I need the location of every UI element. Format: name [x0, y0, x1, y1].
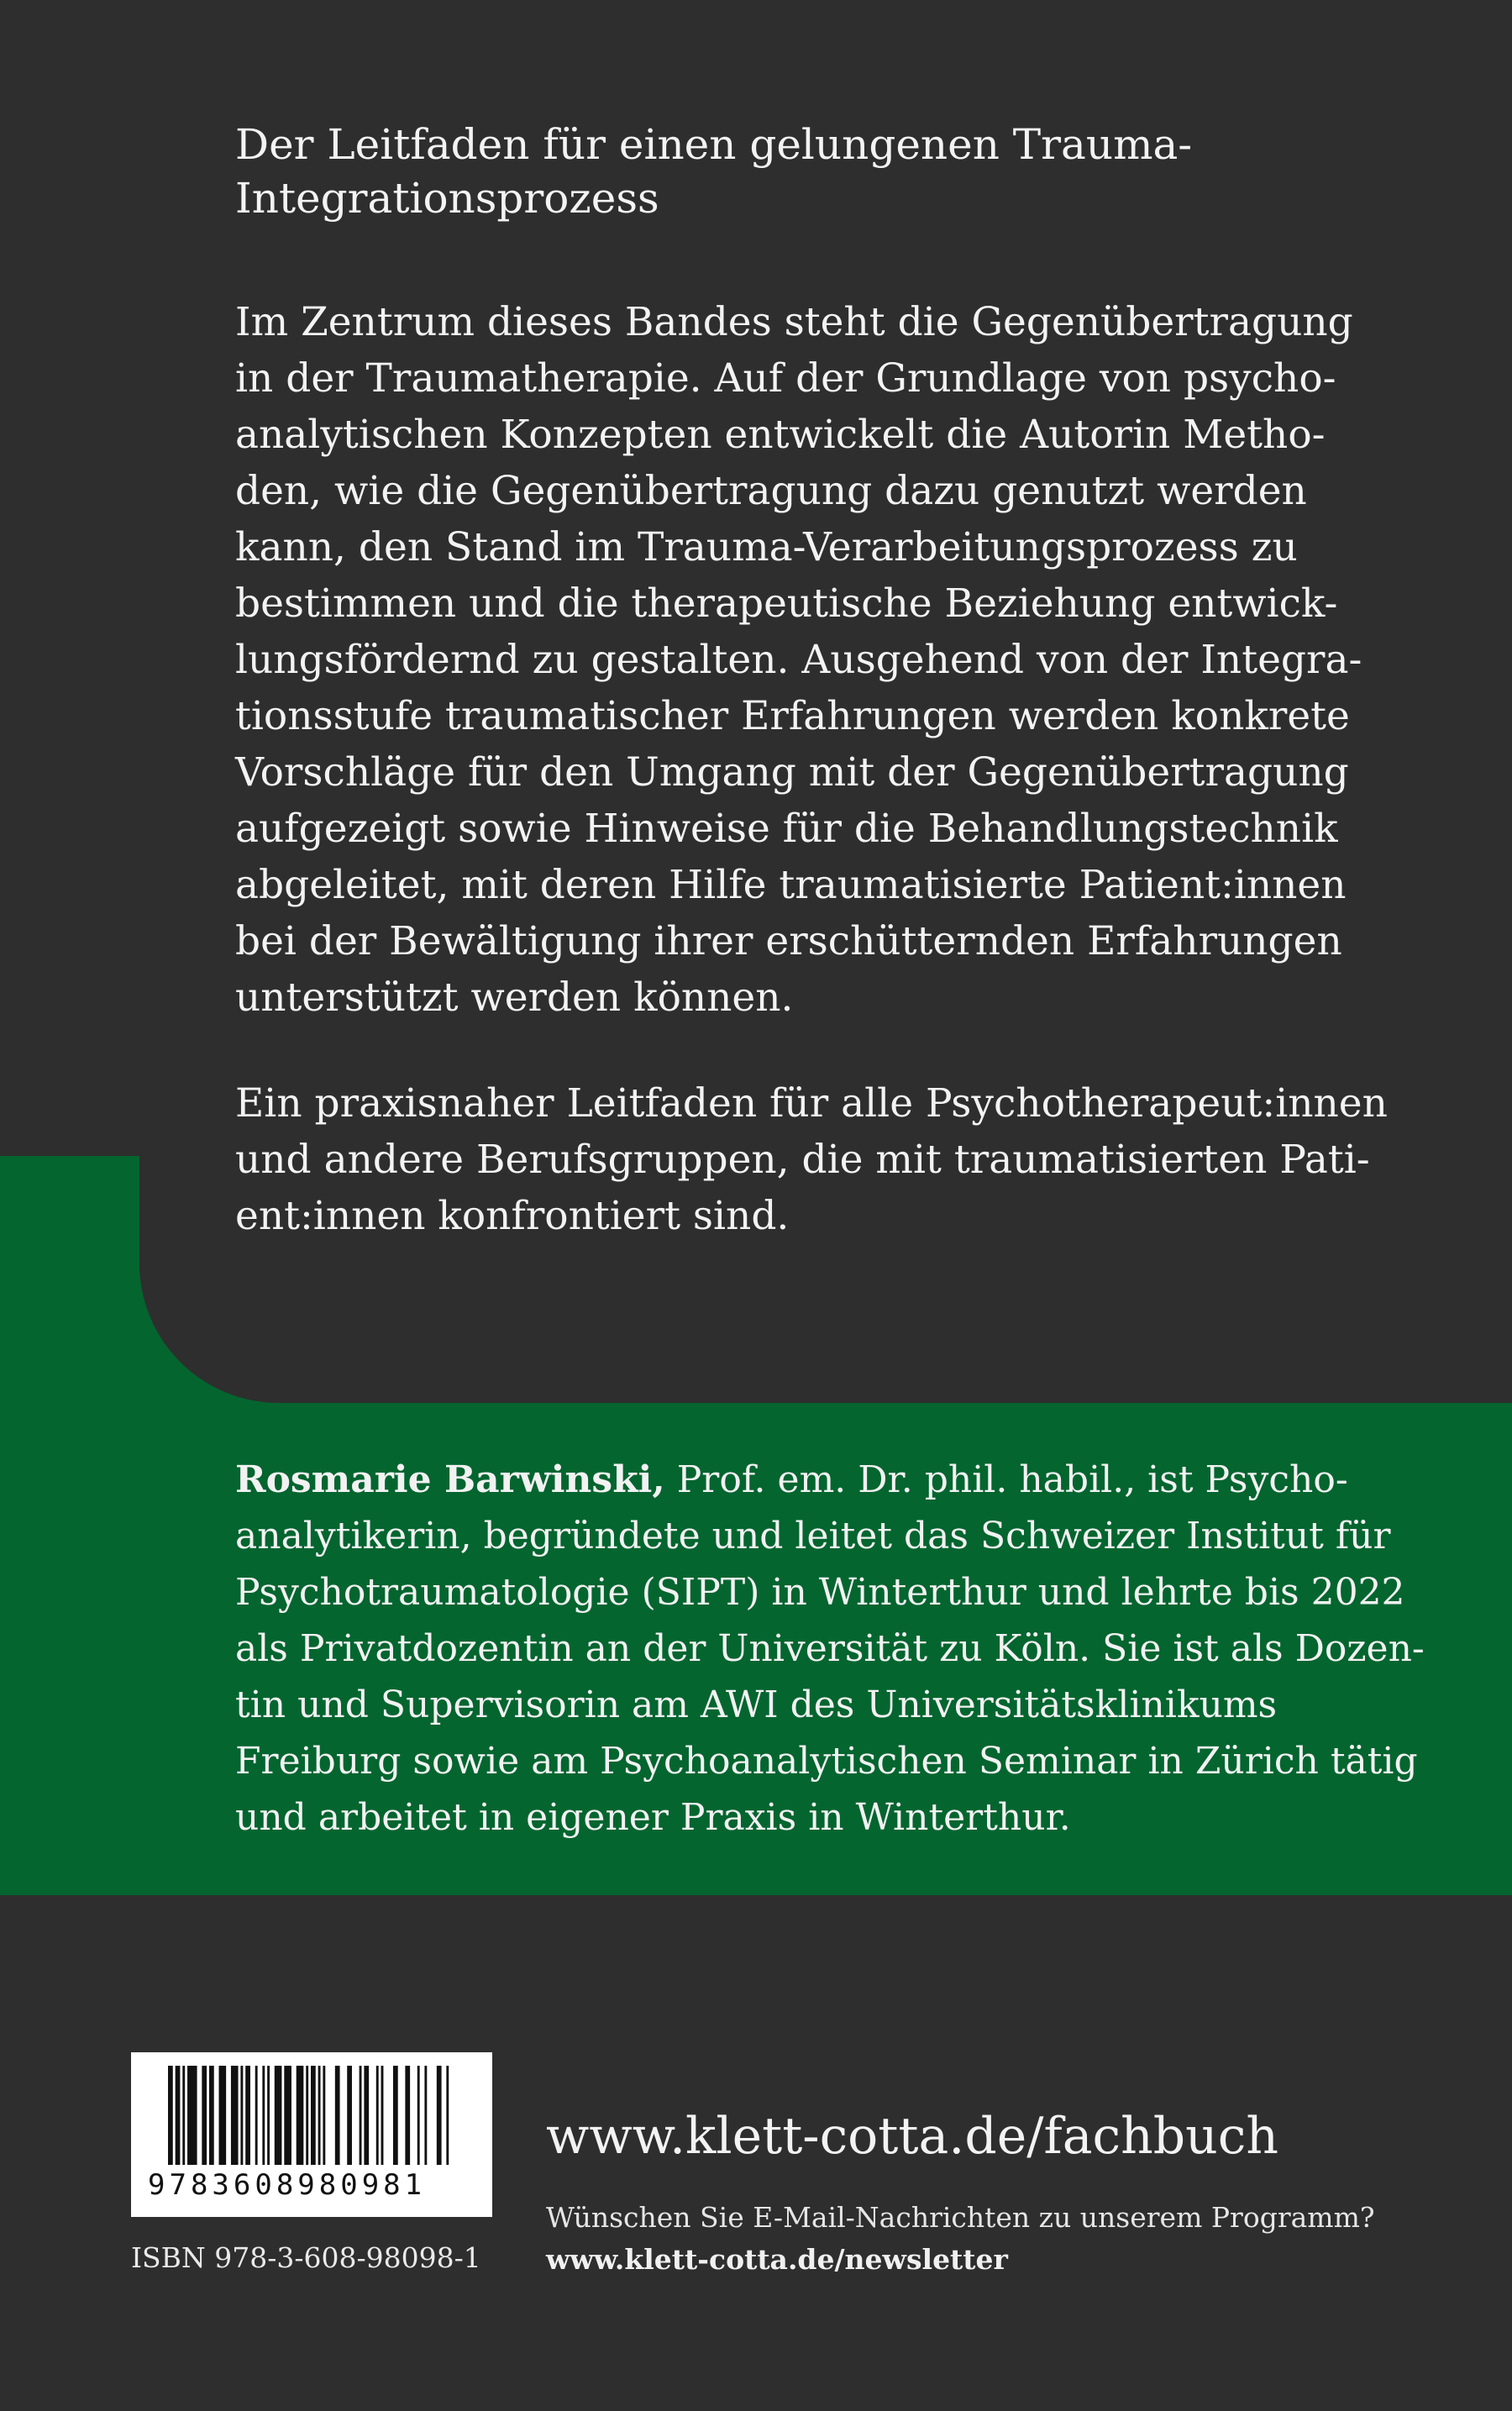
barcode-bar [376, 2066, 379, 2165]
barcode-bar [284, 2066, 291, 2165]
author-bio [235, 1452, 1425, 1846]
barcode-bar [168, 2066, 173, 2165]
headline-line: Integrationsprozess [235, 174, 659, 223]
summary-line: und andere Berufsgruppen, die mit traumatisierten Pati- [235, 1137, 1370, 1183]
description-line: Im Zentrum dieses Bandes steht die Gegenübertragung [235, 299, 1353, 345]
description-line: lungsfördernd zu gestalten. Ausgehend von der Integra- [235, 637, 1362, 683]
description-line: aufgezeigt sowie Hinweise für die Behandlungstechnik [235, 806, 1338, 852]
newsletter-question: Wünschen Sie E-Mail-Nachrichten zu unserem Programm? [546, 2201, 1375, 2234]
barcode-bar [393, 2066, 398, 2165]
barcode-bar [209, 2066, 214, 2165]
description-line: tionsstufe traumatischer Erfahrungen werden konkrete [235, 693, 1350, 739]
isbn-number: ISBN 978-3-608-98098-1 [131, 2241, 481, 2274]
barcode-bar [437, 2066, 442, 2165]
author-bio-line: analytikerin, begründete und leitet das Schweizer Institut für [235, 1515, 1391, 1557]
barcode-bar [202, 2066, 207, 2165]
headline [235, 118, 1411, 225]
barcode-bar [255, 2066, 258, 2165]
barcode-bar [176, 2066, 181, 2165]
barcode-bar [311, 2066, 316, 2165]
barcode-bar [323, 2066, 325, 2165]
description-line: kann, den Stand im Trauma-Verarbeitungsprozess zu [235, 524, 1298, 570]
description-line: Vorschläge für den Umgang mit der Gegenübertragung [235, 749, 1349, 796]
barcode-bar [297, 2066, 304, 2165]
barcode-bar [245, 2066, 250, 2165]
author-bio-line: und arbeitet in eigener Praxis in Winterthur. [235, 1796, 1071, 1839]
description-line: den, wie die Gegenübertragung dazu genutzt werden [235, 468, 1307, 514]
barcode-bar [347, 2066, 352, 2165]
publisher-website-link[interactable]: www.klett-cotta.de/fachbuch [546, 2107, 1279, 2166]
author-bio-line: als Privatdozentin an der Universität zu Köln. Sie ist als Dozen- [235, 1627, 1425, 1670]
author-bio-line: Freiburg sowie am Psychoanalytischen Seminar in Zürich tätig [235, 1740, 1418, 1783]
barcode-bar [446, 2066, 449, 2165]
barcode-bar [267, 2066, 270, 2165]
barcode-bar [219, 2066, 227, 2165]
barcode-bar [275, 2066, 282, 2165]
barcode-bar [187, 2066, 197, 2165]
summary-paragraph [235, 1075, 1411, 1244]
barcode-bar [182, 2066, 185, 2165]
barcode-bar [306, 2066, 308, 2165]
description-line: analytischen Konzepten entwickelt die Autorin Metho- [235, 412, 1326, 458]
barcode-bar [231, 2066, 239, 2165]
author-bio-line: Psychotraumatologie (SIPT) in Winterthur und lehrte bis 2022 [235, 1571, 1405, 1614]
description-line: unterstützt werden können. [235, 974, 794, 1021]
barcode-bar [364, 2066, 369, 2165]
barcode-bar [405, 2066, 410, 2165]
description-line: abgeleitet, mit deren Hilfe traumatisierte Patient:innen [235, 862, 1347, 908]
barcode-bar [381, 2066, 384, 2165]
barcode-bar [335, 2066, 340, 2165]
description-line: bei der Bewältigung ihrer erschütternden Erfahrungen [235, 918, 1342, 964]
barcode-bar [417, 2066, 420, 2165]
barcode-bar [240, 2066, 243, 2165]
description-line: in der Traumatherapie. Auf der Grundlage von psycho- [235, 355, 1336, 402]
barcode-digits: 9783608980981 [148, 2168, 427, 2202]
author-bio-first-line [235, 1452, 1411, 1508]
author-credentials: Prof. em. Dr. phil. habil., ist Psycho- [664, 1458, 1348, 1501]
barcode-bar [360, 2066, 362, 2165]
author-name: Rosmarie Barwinski, [235, 1458, 665, 1501]
barcode-bars [168, 2066, 454, 2165]
barcode-bar [318, 2066, 321, 2165]
description-line: bestimmen und die therapeutische Beziehung entwick- [235, 580, 1338, 627]
author-bio-line: tin und Supervisorin am AWI des Universitätsklinikums [235, 1683, 1278, 1726]
barcode-bar [424, 2066, 427, 2165]
summary-line: Ein praxisnaher Leitfaden für alle Psychotherapeut:innen [235, 1080, 1388, 1127]
headline-line: Der Leitfaden für einen gelungenen Trauma- [235, 120, 1193, 169]
description-paragraph [235, 294, 1411, 1026]
newsletter-link[interactable]: www.klett-cotta.de/newsletter [546, 2243, 1008, 2276]
barcode-bar [262, 2066, 265, 2165]
barcode [131, 2052, 492, 2217]
summary-line: ent:innen konfrontiert sind. [235, 1193, 790, 1239]
